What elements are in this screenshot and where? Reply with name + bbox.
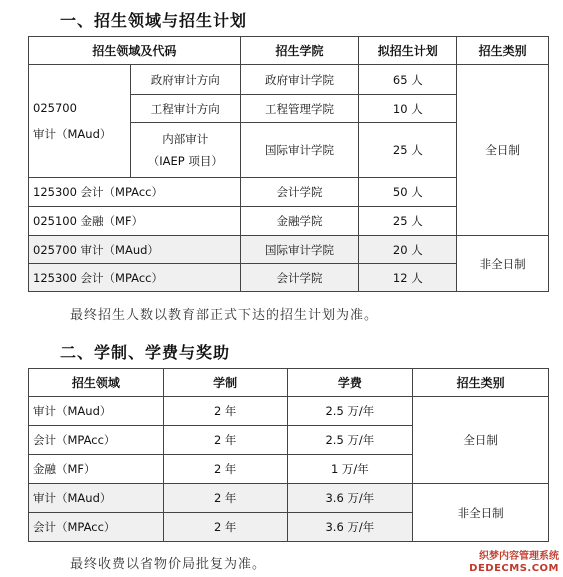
table-header-row <box>29 369 549 397</box>
table-row <box>29 484 549 513</box>
fee-cell: 3.6 万/年 <box>287 484 413 513</box>
years-cell: 2 年 <box>163 484 287 513</box>
tuition-table <box>28 368 549 542</box>
field-cell: 025100 金融（MF） <box>29 207 241 236</box>
plan-cell: 50 人 <box>359 178 457 207</box>
field-cell: 125300 会计（MPAcc） <box>29 264 241 292</box>
audit-code: 025700 <box>33 101 77 115</box>
header-fee: 学费 <box>287 369 413 397</box>
fee-cell: 2.5 万/年 <box>287 397 413 426</box>
enrollment-plan-table <box>28 36 549 292</box>
section2-title: 二、学制、学费与奖助 <box>60 343 231 362</box>
header-type: 招生类别 <box>457 37 549 65</box>
field-cell: 125300 会计（MPAcc） <box>29 178 241 207</box>
header-field: 招生领域及代码 <box>29 37 241 65</box>
years-cell: 2 年 <box>163 513 287 542</box>
years-cell: 2 年 <box>163 455 287 484</box>
fee-cell: 3.6 万/年 <box>287 513 413 542</box>
header-plan: 拟招生计划 <box>359 37 457 65</box>
fee-cell: 2.5 万/年 <box>287 426 413 455</box>
section1-note: 最终招生人数以教育部正式下达的招生计划为准。 <box>70 308 379 323</box>
college-cell: 工程管理学院 <box>240 95 359 123</box>
plan-cell: 25 人 <box>359 207 457 236</box>
plan-cell: 20 人 <box>359 236 457 264</box>
college-cell: 金融学院 <box>240 207 359 236</box>
direction-cell: 工程审计方向 <box>130 95 240 123</box>
direction-cell: 政府审计方向 <box>130 65 240 95</box>
field-cell: 会计（MPAcc） <box>29 426 164 455</box>
college-cell: 国际审计学院 <box>240 123 359 178</box>
type-fulltime-cell: 全日制 <box>457 65 549 236</box>
years-cell: 2 年 <box>163 426 287 455</box>
header-years: 学制 <box>163 369 287 397</box>
field-cell: 审计（MAud） <box>29 397 164 426</box>
field-cell: 025700 审计（MAud） <box>29 236 241 264</box>
years-cell: 2 年 <box>163 397 287 426</box>
header-type: 招生类别 <box>413 369 549 397</box>
plan-cell: 12 人 <box>359 264 457 292</box>
field-cell: 会计（MPAcc） <box>29 513 164 542</box>
college-cell: 会计学院 <box>240 264 359 292</box>
audit-name: 审计（MAud） <box>33 127 112 141</box>
fee-cell: 1 万/年 <box>287 455 413 484</box>
section2-note: 最终收费以省物价局批复为准。 <box>70 557 267 572</box>
field-cell: 金融（MF） <box>29 455 164 484</box>
header-college: 招生学院 <box>240 37 359 65</box>
field-cell: 审计（MAud） <box>29 484 164 513</box>
direction-cell <box>130 123 240 178</box>
table-header-row <box>29 37 549 65</box>
plan-cell: 25 人 <box>359 123 457 178</box>
watermark-line2: DEDECMS.COM <box>469 563 559 574</box>
type-fulltime-cell: 全日制 <box>413 397 549 484</box>
college-cell: 国际审计学院 <box>240 236 359 264</box>
watermark-logo <box>459 551 559 575</box>
direction-line2: （IAEP 项目） <box>147 154 223 168</box>
college-cell: 政府审计学院 <box>240 65 359 95</box>
direction-line1: 内部审计 <box>162 132 209 146</box>
college-cell: 会计学院 <box>240 178 359 207</box>
table-row <box>29 397 549 426</box>
plan-cell: 65 人 <box>359 65 457 95</box>
section1-title: 一、招生领域与招生计划 <box>60 11 248 30</box>
audit-field-cell <box>29 65 131 178</box>
plan-cell: 10 人 <box>359 95 457 123</box>
watermark-line1: 织梦内容管理系统 <box>479 551 559 562</box>
type-parttime-cell: 非全日制 <box>457 236 549 292</box>
table-row <box>29 236 549 264</box>
header-field: 招生领域 <box>29 369 164 397</box>
type-parttime-cell: 非全日制 <box>413 484 549 542</box>
table-row <box>29 65 549 95</box>
